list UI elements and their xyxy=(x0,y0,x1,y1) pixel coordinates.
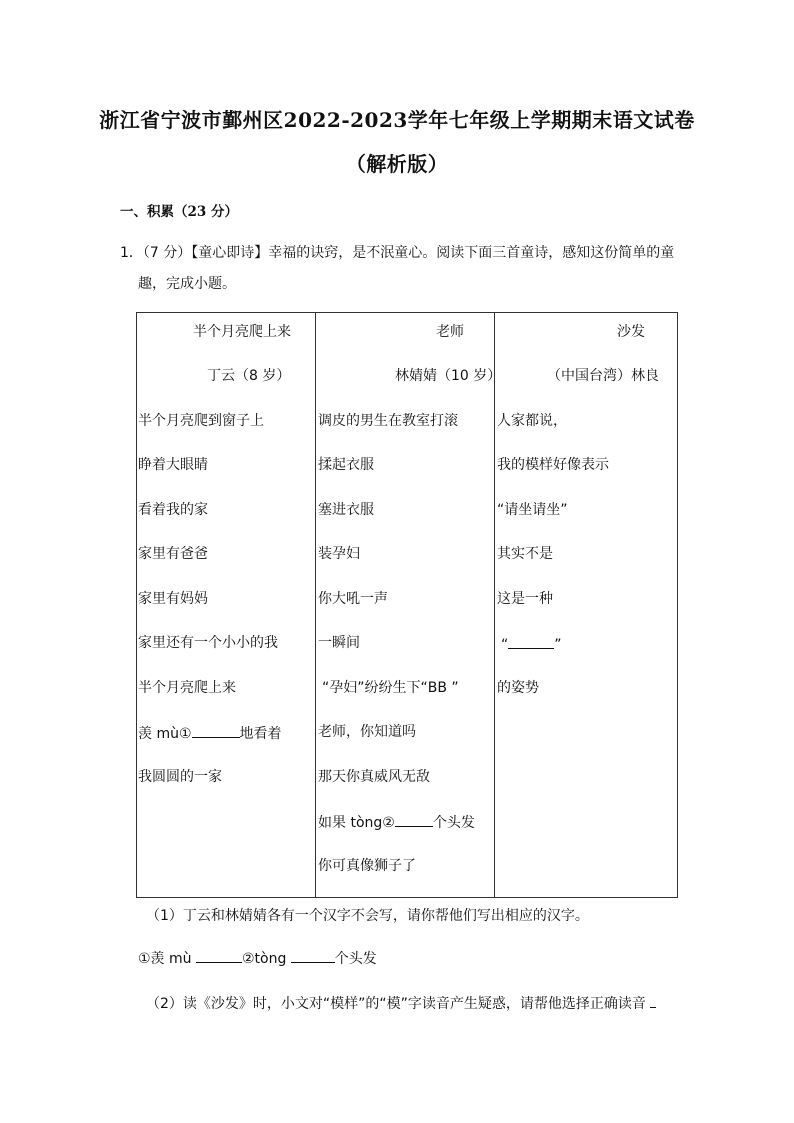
blank-prefix: 如果 tòng② xyxy=(318,815,395,831)
poem-line: 半个月亮爬上来 xyxy=(138,680,236,696)
blank-prefix: 羡 mù① xyxy=(138,726,192,742)
poem-line: 其实不是 xyxy=(497,546,553,562)
document-title-suffix: （解析版） xyxy=(345,152,449,176)
poem-author: 林婧婧（10 岁） xyxy=(395,368,502,384)
blank-suffix: 个头发 xyxy=(432,815,475,831)
subquestion-1-text: （1）丁云和林婧婧各有一个汉字不会写，请你帮他们写出相应的汉字。 xyxy=(146,908,589,924)
poem-line: 我的模样好像表示 xyxy=(497,457,609,473)
poem-title: 沙发 xyxy=(617,324,645,340)
poem-line: 半个月亮爬到窗子上 xyxy=(138,413,264,429)
poem-line: 人家都说， xyxy=(497,413,567,429)
poem-line: 家里还有一个小小的我 xyxy=(138,635,278,651)
poem-column-2 xyxy=(316,313,502,898)
poem-line: 调皮的男生在教室打滚 xyxy=(318,413,458,429)
poem-line: 装孕妇 xyxy=(318,546,360,562)
poem-line: 我圆圆的一家 xyxy=(138,769,222,785)
answer-field-a[interactable] xyxy=(196,950,242,963)
poem-blank-line xyxy=(318,814,475,830)
poem-line: 那天你真威风无敌 xyxy=(318,769,430,785)
poem-line: 这是一种 xyxy=(497,591,553,607)
poem-column-1 xyxy=(137,313,316,898)
section-heading: 一、积累（23 分） xyxy=(120,204,238,220)
poem-blank-line xyxy=(138,725,282,741)
poem-line: “请坐请坐” xyxy=(497,502,568,518)
answer-label-a: ①羡 mù xyxy=(138,951,192,967)
poem-column-3 xyxy=(495,313,678,898)
answer-field-c[interactable] xyxy=(650,995,656,1008)
document-title: 浙江省宁波市鄞州区2022-2023学年七年级上学期期末语文试卷 xyxy=(99,108,695,132)
poems-table xyxy=(136,312,678,898)
poem-line: 的姿势 xyxy=(497,680,539,696)
poem-author: 丁云（8 岁） xyxy=(207,368,291,384)
subquestion-2-text xyxy=(146,993,656,1013)
question-1-line-1: 1．（7 分）【童心即诗】幸福的诀窍，是不泯童心。阅读下面三首童诗，感知这份简单的童 xyxy=(120,245,675,261)
answer-label-b: ②tòng xyxy=(241,951,287,967)
blank-suffix: ” xyxy=(554,637,562,653)
poem-line: 你可真像狮子了 xyxy=(318,858,416,874)
answer-blank-2[interactable] xyxy=(395,814,433,827)
question-1-line-2: 趣，完成小题。 xyxy=(138,276,236,292)
answer-blank-3[interactable] xyxy=(508,636,554,649)
poem-line: 老师，你知道吗 xyxy=(318,724,416,740)
poem-title: 半个月亮爬上来 xyxy=(193,324,291,340)
poem-line: 揉起衣服 xyxy=(318,457,374,473)
poem-line: “孕妇”纷纷生下“BB ” xyxy=(322,680,459,696)
poem-line: 睁着大眼睛 xyxy=(138,457,208,473)
poem-line: 你大吼一声 xyxy=(318,591,388,607)
poem-line: 一瞬间 xyxy=(318,635,360,651)
blank-prefix: “ xyxy=(501,637,509,653)
poem-line: 看着我的家 xyxy=(138,502,208,518)
poem-title: 老师 xyxy=(436,324,464,340)
subquestion-1-answers xyxy=(138,948,377,968)
poem-blank-line xyxy=(501,636,562,652)
blank-suffix: 地看着 xyxy=(239,726,282,742)
poem-line: 家里有爸爸 xyxy=(138,546,208,562)
answer-blank-1[interactable] xyxy=(192,725,240,738)
answer-field-b[interactable] xyxy=(291,950,335,963)
poem-author: （中国台湾）林良 xyxy=(547,368,659,384)
poem-line: 塞进衣服 xyxy=(318,502,374,518)
answer-label-b-suffix: 个头发 xyxy=(334,951,377,967)
subquestion-2-label: （2）读《沙发》时，小文对“模样”的“模”字读音产生疑惑，请帮他选择正确读音 xyxy=(146,996,646,1012)
poem-line: 家里有妈妈 xyxy=(138,591,208,607)
